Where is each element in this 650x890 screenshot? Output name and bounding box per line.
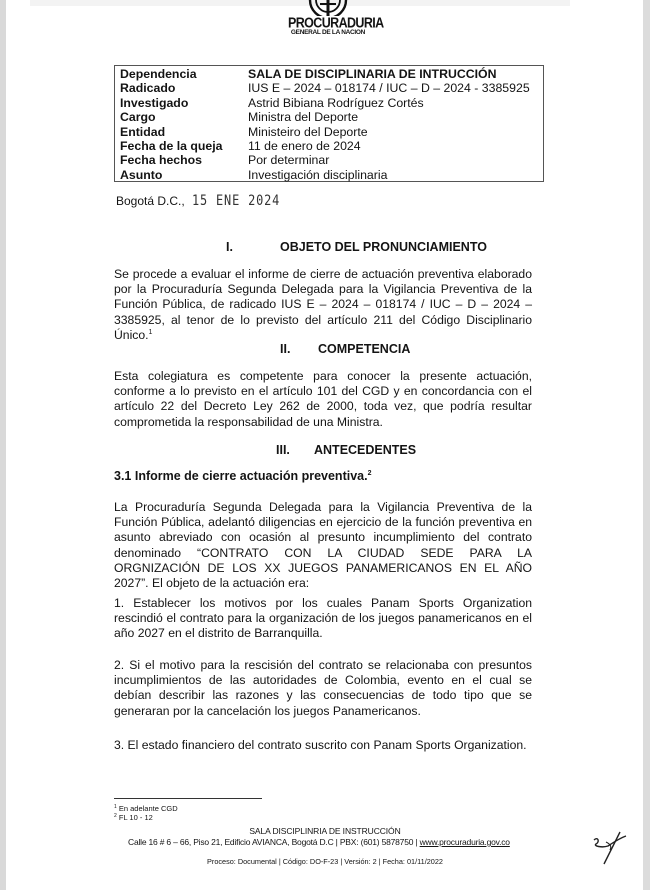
paragraph-text: Esta colegiatura es competente para conocer la presente actuación, conforme a lo previsto en el artículo 101 del CGD y en concordancia con el artículo 22 del Decreto Ley 262 de 2000, toda vez, que podría resultar comprometida la responsabilidad de una Ministra. bbox=[114, 369, 532, 429]
case-info-table bbox=[114, 65, 544, 182]
section-heading-competencia bbox=[280, 342, 410, 356]
subsection-intro: La Procuraduría Segunda Delegada para la Vigilancia Preventiva de la Función Pública, adelantó diligencias en ejercicio de la función preventiva en asunto abreviado con ocasión al presunto incumplimiento del contrato denominado “CONTRATO CON LA CIUDAD SEDE PARA LA ORGNIZACIÓN DE LOS XX JUEGOS PANAMERICANOS EN EL AÑO 2027”. El objeto de la actuación era: bbox=[114, 500, 532, 591]
info-label: Radicado bbox=[120, 81, 176, 96]
section-title: ANTECEDENTES bbox=[314, 443, 417, 457]
info-value: Investigación disciplinaria bbox=[248, 167, 388, 182]
info-label: Entidad bbox=[120, 124, 166, 139]
footnote-text: FL 10 - 12 bbox=[118, 813, 153, 822]
info-row-investigado bbox=[120, 96, 543, 110]
footer-title: SALA DISCIPLINRIA DE INSTRUCCIÓN bbox=[249, 826, 401, 836]
logo-title: PROCURADURIA bbox=[288, 14, 384, 32]
place-date-line bbox=[116, 193, 296, 209]
info-row-dependencia bbox=[120, 67, 543, 81]
footnote-text: En adelante CGD bbox=[118, 804, 178, 813]
subsection-title: 3.1 Informe de cierre actuación preventiva. bbox=[114, 469, 368, 483]
address-text: Calle 16 # 6 – 66, Piso 21, Edificio AVIANCA, Bogotá D.C | PBX: (601) 5878750 | bbox=[128, 837, 420, 847]
info-label: Dependencia bbox=[120, 67, 197, 81]
info-value: 11 de enero de 2024 bbox=[248, 138, 361, 153]
list-item: 3. El estado financiero del contrato suscrito con Panam Sports Organization. bbox=[114, 738, 527, 752]
footnote-number: 2 bbox=[114, 813, 117, 819]
section-body-competencia bbox=[114, 369, 532, 430]
coat-of-arms-icon bbox=[304, 0, 352, 16]
footer-process-info: Proceso: Documental | Código: DO-F-23 | Versión: 2 | Fecha: 01/11/2022 bbox=[207, 857, 443, 866]
section-number: I. bbox=[226, 240, 233, 254]
footnote-number: 1 bbox=[114, 804, 117, 810]
info-value: Ministeiro del Deporte bbox=[248, 124, 368, 139]
paragraph-text: Se procede a evaluar el informe de cierre de actuación preventiva elaborado por la Procuraduría Segunda Delegada para la Vigilancia Preventiva de la Función Pública, de radicado IUS E – 2024 – 018174 / IUC – D – 2024 – 3385925, al tenor de lo previsto del artículo 211 del Código Disciplinario Único. bbox=[114, 267, 532, 342]
info-row-fecha-hechos bbox=[120, 153, 543, 167]
info-row-radicado bbox=[120, 81, 543, 95]
info-label: Fecha de la queja bbox=[120, 138, 223, 153]
logo-subtitle: GENERAL DE LA NACION bbox=[290, 29, 366, 36]
handwritten-signature-icon bbox=[590, 828, 630, 873]
date-stamp: 15 ENE 2024 bbox=[192, 193, 281, 209]
info-row-fecha-queja bbox=[120, 139, 543, 153]
info-row-cargo bbox=[120, 110, 543, 124]
section-heading-antecedentes bbox=[276, 443, 416, 457]
info-value: SALA DE DISCIPLINARIA DE INTRUCCIÓN bbox=[248, 67, 497, 81]
info-label: Fecha hechos bbox=[120, 153, 203, 168]
section-number: II. bbox=[280, 342, 291, 356]
scrollbar-track[interactable] bbox=[643, 0, 650, 890]
website-link[interactable]: www.procuraduria.gov.co bbox=[419, 837, 510, 847]
footnote-ref[interactable]: 1 bbox=[148, 328, 153, 336]
info-label: Asunto bbox=[120, 167, 163, 182]
info-label: Cargo bbox=[120, 110, 156, 125]
place-text: Bogotá D.C., bbox=[116, 194, 185, 208]
section-title: COMPETENCIA bbox=[318, 342, 411, 356]
footnote-divider bbox=[114, 798, 262, 799]
info-row-asunto bbox=[120, 168, 543, 182]
info-value: IUS E – 2024 – 018174 / IUC – D – 2024 - 3385925 bbox=[248, 81, 530, 96]
section-body-objeto bbox=[114, 267, 532, 343]
footnote-ref[interactable]: 2 bbox=[367, 470, 372, 477]
info-value: Ministra del Deporte bbox=[248, 110, 359, 125]
info-label: Investigado bbox=[120, 95, 189, 110]
info-value: Por determinar bbox=[248, 153, 330, 168]
section-heading-objeto bbox=[226, 240, 487, 254]
footer-address bbox=[128, 837, 510, 847]
footnote-2 bbox=[114, 813, 153, 822]
page-edge-left bbox=[0, 0, 6, 890]
footnote-1 bbox=[114, 804, 178, 813]
section-title: OBJETO DEL PRONUNCIAMIENTO bbox=[280, 240, 487, 254]
section-number: III. bbox=[276, 443, 290, 457]
list-item: 2. Si el motivo para la rescisión del contrato se relacionaba con presuntos incumplimientos de las autoridades de Colombia, evento en el cual se debían describir las razones y las consecuencias de todo tipo que se generaran por la cancelación los juegos Panamericanos. bbox=[114, 658, 532, 718]
info-value: Astrid Bibiana Rodríguez Cortés bbox=[248, 95, 424, 110]
list-item: 1. Establecer los motivos por los cuales Panam Sports Organization rescindió el contrato para la organización de los juegos panamericanos en el año 2027 en el distrito de Barranquilla. bbox=[114, 596, 532, 641]
procuraduria-logo bbox=[288, 0, 384, 37]
subsection-heading bbox=[114, 469, 371, 483]
info-row-entidad bbox=[120, 125, 543, 139]
